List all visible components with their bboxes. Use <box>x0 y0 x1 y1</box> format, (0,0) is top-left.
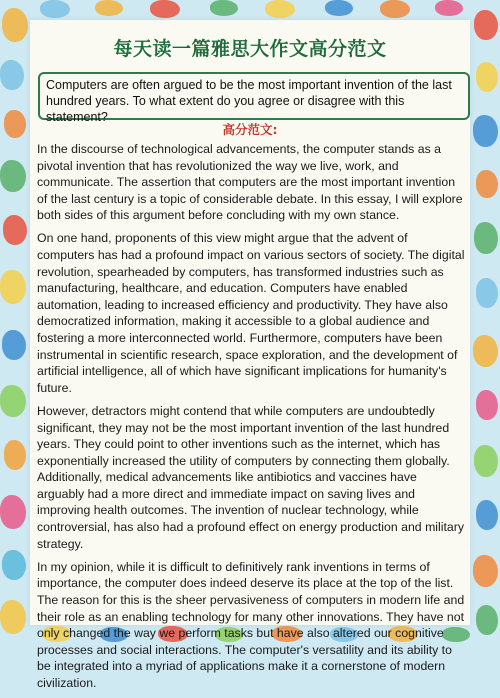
paint-blob <box>4 440 26 470</box>
paint-blob <box>473 115 498 147</box>
paint-blob <box>473 335 498 367</box>
paint-blob <box>3 215 27 245</box>
essay-paragraph-proponents: On one hand, proponents of this view might argue that the advent of computers has had a profound impact on various sectors of society. The digital revolution, spearheaded by computers, has transformed industries such as manufacturing, healthcare, and education. Computers have enabled automation, leading to increased efficiency and productivity. They have also democratized information, making it accessible to a global audience and fostering a more interconnected world. Furthermore, computers have been instrumental in scientific research, space exploration, and the development of artificial intelligence, all of which have significant implications for humanity's future. <box>37 231 465 395</box>
paint-blob <box>40 0 70 18</box>
page-title: 每天读一篇雅思大作文高分范文 <box>113 38 387 60</box>
essay-prompt-box <box>38 72 470 124</box>
paint-blob <box>4 110 26 138</box>
paint-blob <box>474 222 498 254</box>
paint-blob <box>380 0 410 18</box>
paint-blob <box>0 495 26 529</box>
paint-blob <box>210 0 238 16</box>
paint-blob <box>476 500 498 530</box>
paint-blob <box>150 0 180 18</box>
sample-essay-label: 高分范文: <box>222 122 278 137</box>
paint-blob <box>0 60 24 90</box>
essay-paragraph-intro: In the discourse of technological advancements, the computer stands as a pivotal invention that has revolutionized the way we live, work, and communicate. The assertion that computers are the most important invention of the last century is a topic of considerable debate. In this essay, I will explore both sides of this argument before concluding with my own stance. <box>37 142 463 223</box>
essay-body <box>37 141 465 698</box>
paint-blob <box>476 605 498 635</box>
paint-blob <box>476 62 498 92</box>
paint-blob <box>476 278 498 308</box>
paint-blob <box>0 270 26 304</box>
paint-blob <box>0 160 26 192</box>
paint-blob <box>2 330 26 360</box>
paint-blob <box>476 390 498 420</box>
paint-blob <box>474 10 498 40</box>
paint-blob <box>2 8 28 42</box>
paint-blob <box>95 0 123 16</box>
essay-paragraph-opinion: In my opinion, while it is difficult to definitively rank inventions in terms of importance, the computer does indeed deserve its place at the top of the list. The reason for this is the sheer pervasiveness of computers in modern life and their role as an enabling technology for many other innovations. They have not only changed the way we perform tasks but have also altered our cognitive processes and social interactions. The computer's versatility and its ability to be integrated into a myriad of applications make it a cornerstone of modern civilization. <box>37 559 465 690</box>
essay-paragraph-detractors: However, detractors might contend that while computers are undoubtedly significant, they may not be the most important invention of the last hundred years. They could point to other inventions such as the internet, which has exponentially increased the utility of computers by connecting them globally. Additionally, medical advancements like antibiotics and vaccines have arguably had a more direct and immediate impact on saving lives and improving health outcomes. The invention of nuclear technology, while controversial, has also had a profound effect on energy production and military strategy. <box>37 403 465 551</box>
paint-blob <box>325 0 353 16</box>
paint-blob <box>0 385 26 417</box>
paper-sheet <box>30 20 470 690</box>
paint-blob <box>474 445 498 477</box>
paint-blob <box>2 550 26 580</box>
paint-blob <box>265 0 295 18</box>
paint-blob <box>0 600 26 634</box>
paint-blob <box>476 170 498 198</box>
paint-blob <box>473 555 498 587</box>
essay-prompt-text: Computers are often argued to be the most important invention of the last hundred years. To what extent do you agree or disagree with this statement? <box>46 78 452 124</box>
paint-blob <box>435 0 463 16</box>
